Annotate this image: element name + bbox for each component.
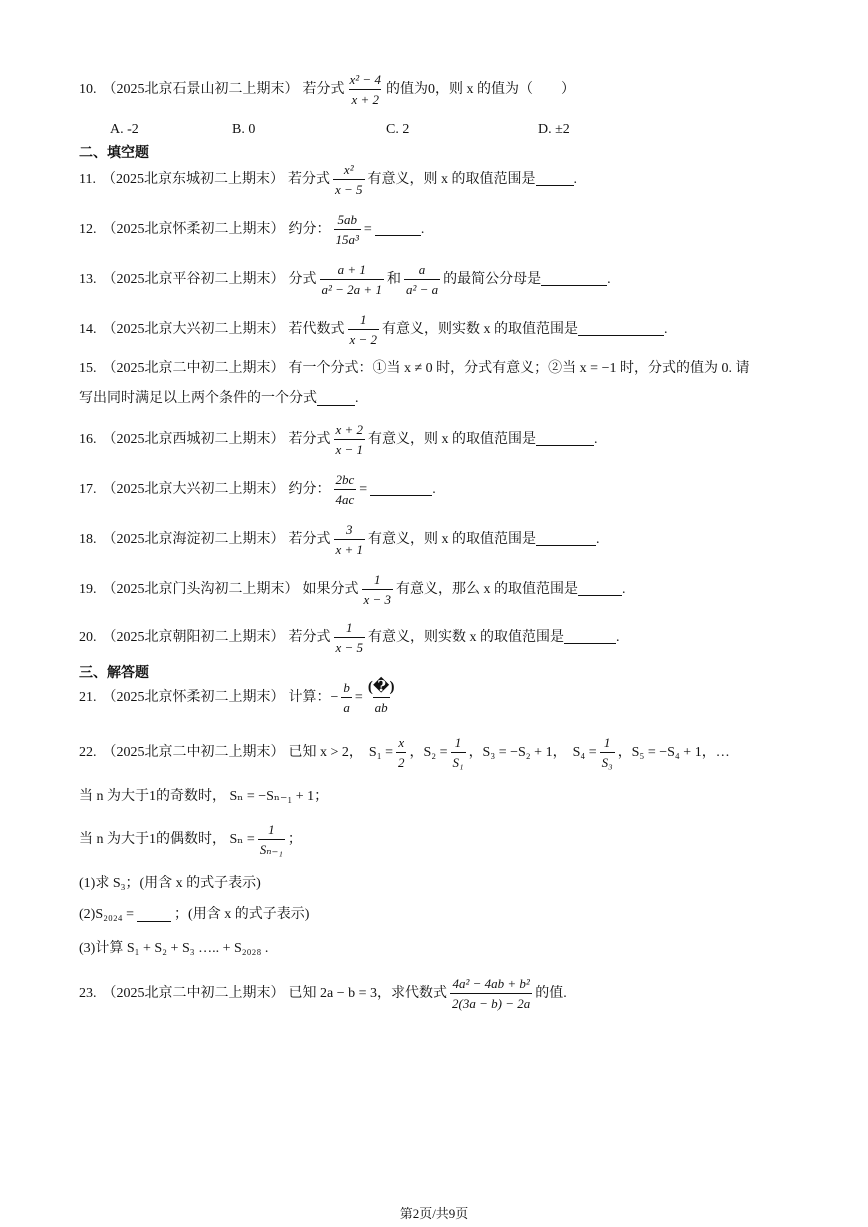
answer-blank: [375, 223, 421, 236]
question-source: （2025北京怀柔初二上期末）: [102, 689, 285, 705]
question-text: 已知 x > 2，: [288, 744, 363, 760]
formula: S₁ =: [368, 744, 393, 760]
question-12: [79, 212, 424, 247]
answer-blank: [536, 533, 596, 546]
formula: ；: [287, 831, 302, 847]
fraction-numerator: 3: [346, 522, 353, 537]
fraction: [348, 312, 380, 347]
fraction-numerator: a: [418, 262, 426, 277]
answer-blank: [541, 273, 607, 286]
question-number: 18.: [79, 531, 97, 547]
question-number: 11.: [79, 171, 96, 187]
question-20: [79, 620, 620, 655]
question-text: 已知 2a − b = 3，求代数式: [288, 985, 448, 1001]
question-number: 21.: [79, 689, 97, 705]
question-text: 有意义，则 x 的取值范围是: [368, 431, 537, 447]
question-18: [79, 522, 600, 557]
question-22-part-3: (3)计算 S₁ + S₂ + S₃ ….. + S₂₀₂₈ .: [79, 941, 269, 956]
question-14: [79, 312, 668, 347]
fraction-numerator: 1: [346, 620, 353, 635]
question-source: （2025北京海淀初二上期末）: [102, 531, 285, 547]
question-number: 12.: [79, 221, 97, 237]
formula: S₄ =: [572, 744, 597, 760]
question-number: 16.: [79, 431, 97, 447]
question-22-part-1: (1)求 S₃；(用含 x 的式子表示): [79, 876, 261, 891]
period: .: [420, 221, 425, 237]
period: .: [594, 431, 598, 447]
question-text: 若分式: [302, 81, 345, 97]
question-16: [79, 422, 598, 457]
period: .: [664, 321, 668, 337]
question-text: 有意义，则实数 x 的取值范围是: [382, 321, 579, 337]
fraction: [320, 262, 384, 297]
period: .: [596, 531, 600, 547]
answer-blank: [370, 483, 432, 496]
fraction-denominator: Sₙ₋₁: [258, 839, 285, 857]
question-text: 有意义，则实数 x 的取值范围是: [368, 629, 565, 645]
formula: 当 n 为大于1的偶数时， Sₙ =: [79, 831, 255, 847]
fraction-numerator: a + 1: [337, 262, 366, 277]
fraction-denominator: 15a³: [334, 229, 361, 247]
question-number: 17.: [79, 481, 97, 497]
fraction-denominator: x − 5: [333, 179, 365, 197]
question-text: 约分：: [288, 221, 331, 237]
fraction: [600, 735, 615, 770]
question-source: （2025北京石景山初二上期末）: [102, 81, 299, 97]
equals-sign: =: [359, 481, 368, 497]
fraction-numerator: x²: [343, 162, 354, 177]
fraction-denominator: x + 1: [334, 539, 366, 557]
question-text: 约分：: [288, 481, 331, 497]
question-text: 分式: [288, 271, 317, 287]
fraction-numerator: 2bc: [335, 472, 355, 487]
answer-blank: [578, 583, 622, 596]
question-text: 有一个分式：①当 x ≠ 0 时，分式有意义；②当 x = −1 时，分式的值为 0. 请: [288, 361, 750, 376]
period: .: [355, 391, 359, 406]
period: .: [622, 581, 626, 597]
question-source: （2025北京门头沟初二上期末）: [102, 581, 299, 597]
fraction-numerator: x + 2: [335, 422, 364, 437]
fraction-denominator: x − 1: [334, 439, 366, 457]
question-source: （2025北京二中初二上期末）: [102, 985, 285, 1001]
question-13: [79, 262, 611, 297]
question-text: 有意义，那么 x 的取值范围是: [396, 581, 579, 597]
question-text: ；(用含 x 的式子表示): [174, 907, 310, 922]
option-b: B. 0: [232, 122, 256, 137]
fraction-numerator: (�): [367, 679, 395, 695]
question-22-part-2: [79, 908, 309, 922]
question-23: [79, 976, 567, 1011]
option-c: C. 2: [386, 122, 410, 137]
question-text: 若分式: [288, 431, 331, 447]
fraction-denominator: 2: [396, 752, 407, 770]
fraction-numerator: 1: [603, 735, 611, 750]
fraction: [334, 472, 357, 507]
fraction-numerator: b: [343, 680, 350, 695]
fraction-denominator: a² − 2a + 1: [320, 279, 384, 297]
period: .: [616, 629, 620, 645]
fraction-denominator: ab: [373, 697, 390, 715]
question-text: 和: [386, 271, 401, 287]
option-a: A. -2: [110, 122, 139, 137]
question-10: [79, 72, 575, 107]
question-source: （2025北京怀柔初二上期末）: [102, 221, 285, 237]
question-text: 的最简公分母是: [443, 271, 542, 287]
period: .: [573, 171, 578, 187]
page-footer: 第2页/共9页: [399, 1206, 469, 1221]
question-21: [79, 680, 400, 715]
question-text: 若分式: [287, 171, 330, 187]
period: .: [432, 481, 436, 497]
fraction: [334, 422, 366, 457]
fraction: [334, 620, 366, 655]
question-source: （2025北京大兴初二上期末）: [102, 321, 285, 337]
formula: ，S₃ = −S₂ + 1，: [468, 744, 567, 760]
period: .: [607, 271, 611, 287]
formula: (2)S₂₀₂₄ =: [79, 907, 135, 922]
fraction-numerator: 5ab: [337, 212, 357, 227]
option-d: D. ±2: [538, 122, 570, 137]
question-source: （2025北京二中初二上期末）: [102, 744, 285, 760]
formula: ，S₂ =: [409, 744, 448, 760]
question-11: [79, 162, 577, 197]
fraction-denominator: x + 2: [349, 89, 381, 107]
answer-blank: [564, 631, 616, 644]
answer-blank: [536, 433, 594, 446]
fraction-denominator: S₁: [451, 752, 466, 770]
fraction: [341, 680, 352, 715]
question-17: [79, 472, 436, 507]
question-source: （2025北京大兴初二上期末）: [102, 481, 285, 497]
fraction-denominator: x − 2: [348, 329, 380, 347]
fraction: [362, 572, 394, 607]
fraction: [404, 262, 440, 297]
fraction-denominator: x − 5: [334, 637, 366, 655]
fraction: [451, 735, 466, 770]
fraction-denominator: a² − a: [404, 279, 440, 297]
section-heading: 二、填空题: [79, 145, 149, 161]
answer-blank: [317, 393, 355, 406]
question-text: 的值为0，则 x 的值为（ ）: [385, 81, 575, 97]
question-text: 若分式: [288, 629, 331, 645]
question-text: 的值.: [535, 985, 567, 1001]
question-15-continuation: [79, 392, 359, 406]
question-source: （2025北京二中初二上期末）: [102, 361, 285, 376]
fraction-numerator: x: [398, 735, 405, 750]
question-number: 15.: [79, 361, 97, 376]
question-text: 有意义，则 x 的取值范围是: [368, 531, 537, 547]
fraction-numerator: 1: [374, 572, 381, 587]
question-number: 10.: [79, 81, 97, 97]
question-number: 13.: [79, 271, 97, 287]
fraction: [334, 212, 361, 247]
equals-sign: =: [363, 221, 372, 237]
question-number: 20.: [79, 629, 97, 645]
fraction-numerator: 1: [360, 312, 367, 327]
fraction-numerator: x² − 4: [349, 72, 381, 87]
question-text: 计算：−: [288, 689, 339, 705]
equals-sign: =: [354, 689, 363, 705]
question-19: [79, 572, 626, 607]
fraction-denominator: x − 3: [362, 589, 394, 607]
fraction: [366, 680, 397, 715]
fraction: [333, 162, 365, 197]
answer-blank: [536, 173, 574, 186]
question-text: 写出同时满足以上两个条件的一个分式: [79, 391, 317, 406]
fraction-denominator: 2(3a − b) − 2a: [450, 993, 532, 1011]
question-text: 有意义，则 x 的取值范围是: [367, 171, 536, 187]
answer-blank: [137, 909, 171, 922]
fraction: [450, 976, 532, 1011]
fraction-numerator: 4a² − 4ab + b²: [452, 976, 530, 991]
question-number: 14.: [79, 321, 97, 337]
fraction-denominator: a: [341, 697, 352, 715]
formula: ，S₅ = −S₄ + 1，…: [617, 744, 730, 760]
question-source: （2025北京朝阳初二上期末）: [102, 629, 285, 645]
fraction: [334, 522, 366, 557]
question-number: 22.: [79, 744, 97, 760]
question-text: 如果分式: [302, 581, 359, 597]
fraction: [396, 735, 407, 770]
question-22: [79, 735, 730, 770]
section-heading: 三、解答题: [79, 665, 149, 681]
question-text: 若代数式: [288, 321, 345, 337]
question-source: （2025北京西城初二上期末）: [102, 431, 285, 447]
question-text: 若分式: [288, 531, 331, 547]
fraction-denominator: S₃: [600, 752, 615, 770]
question-source: （2025北京东城初二上期末）: [101, 171, 284, 187]
question-15: [79, 362, 749, 376]
question-source: （2025北京平谷初二上期末）: [102, 271, 285, 287]
question-22-even-rule: [79, 822, 302, 857]
answer-blank: [578, 323, 664, 336]
question-number: 23.: [79, 985, 97, 1001]
question-number: 19.: [79, 581, 97, 597]
fraction: [258, 822, 285, 857]
fraction-numerator: 1: [268, 822, 275, 837]
fraction: [348, 72, 383, 107]
fraction-denominator: 4ac: [334, 489, 357, 507]
question-22-odd-rule: 当 n 为大于1的奇数时， Sₙ = −Sₙ₋₁ + 1；: [79, 789, 329, 804]
fraction-numerator: 1: [454, 735, 462, 750]
